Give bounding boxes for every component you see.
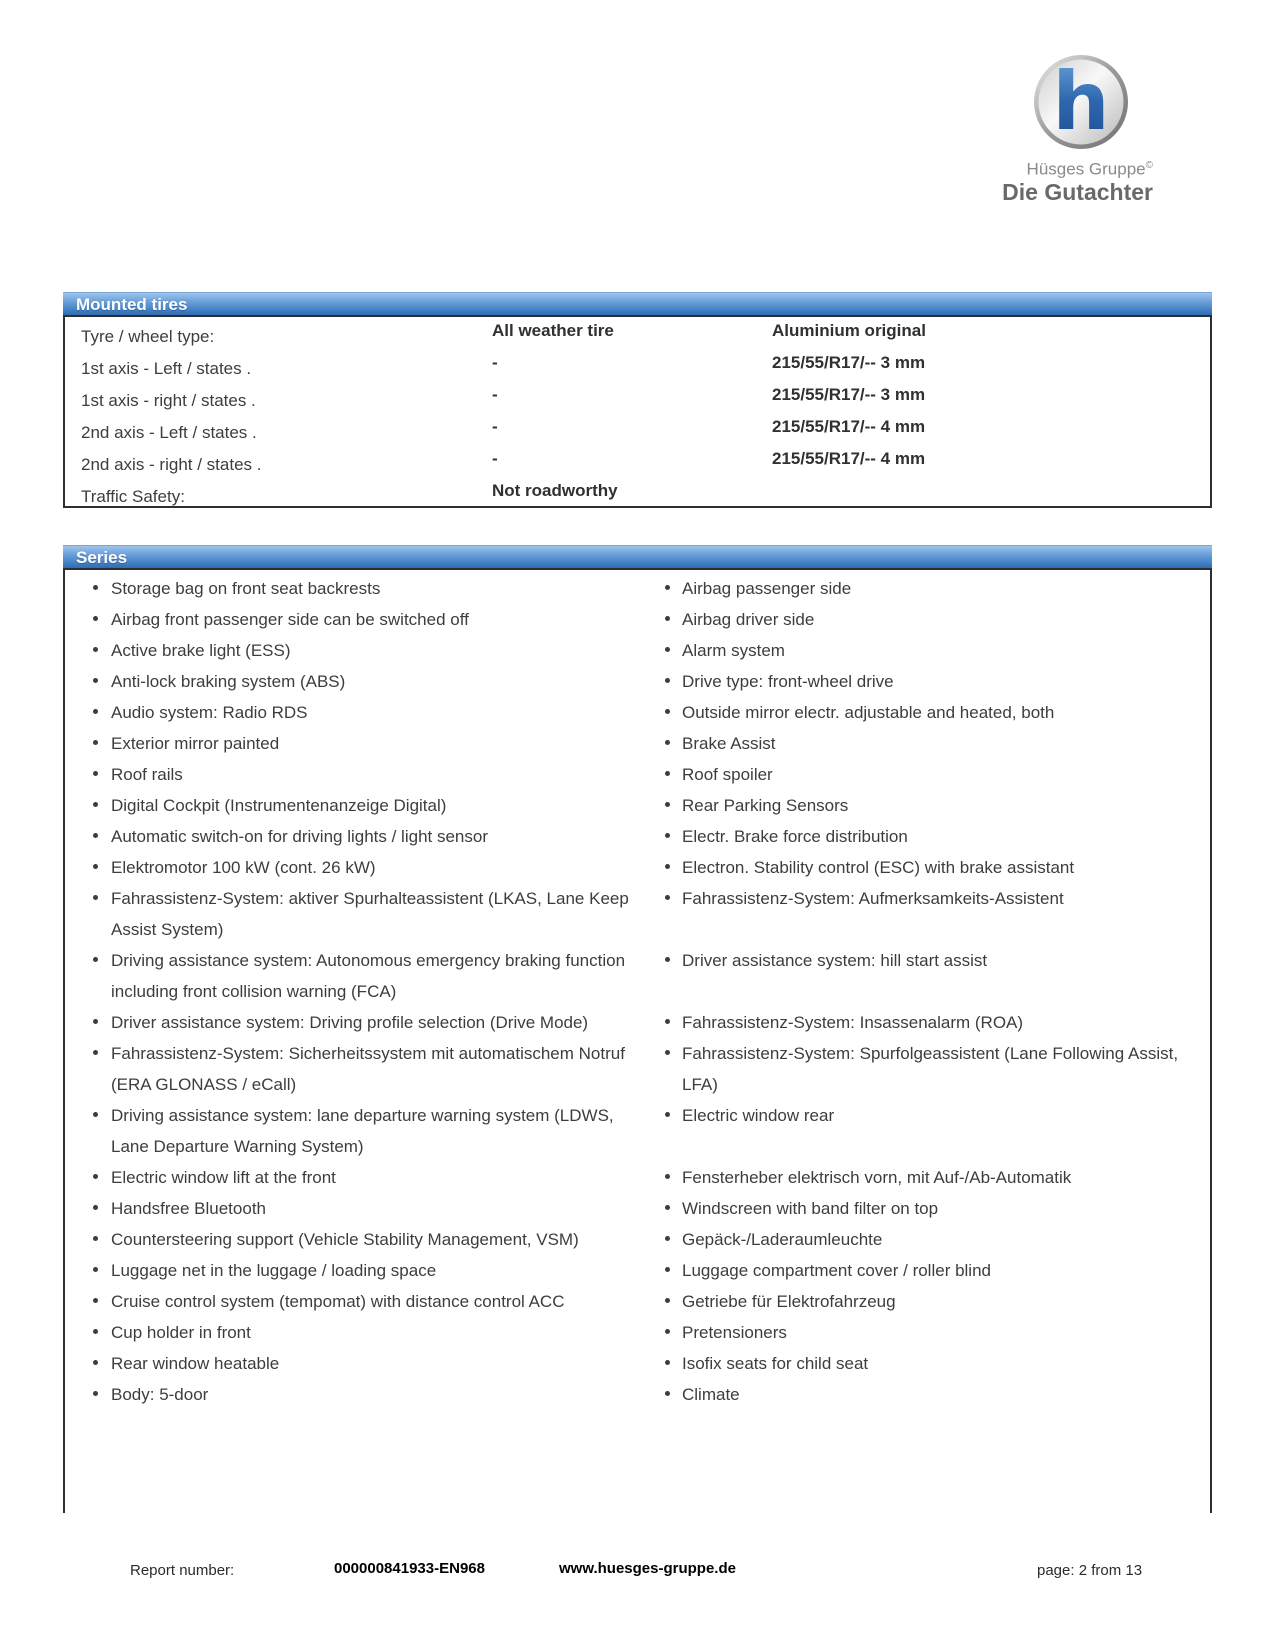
tire-spec-tire-value: Not roadworthy (492, 481, 618, 500)
tire-spec-row (65, 414, 1210, 446)
series-row (65, 666, 1210, 697)
series-item-left: Cruise control system (tempomat) with distance control ACC (65, 1286, 665, 1317)
series-item-right: Drive type: front-wheel drive (665, 666, 1210, 697)
series-section (63, 545, 1212, 1513)
series-row (65, 1379, 1210, 1410)
series-row (65, 1317, 1210, 1348)
series-item-right: Fahrassistenz-System: Insassenalarm (ROA) (665, 1007, 1210, 1038)
series-item-right: Fahrassistenz-System: Spurfolgeassistent (Lane Following Assist, LFA) (665, 1038, 1210, 1100)
series-row (65, 604, 1210, 635)
report-number-label: Report number: (130, 1562, 235, 1579)
series-item-left: Body: 5-door (65, 1379, 665, 1410)
series-row (65, 1162, 1210, 1193)
series-item-right: Fahrassistenz-System: Aufmerksamkeits-Assistent (665, 883, 1210, 914)
series-row (65, 1286, 1210, 1317)
series-item-left: Cup holder in front (65, 1317, 665, 1348)
series-item-left: Handsfree Bluetooth (65, 1193, 665, 1224)
series-item-right: Electric window rear (665, 1100, 1210, 1131)
logo-tagline: Die Gutachter (1002, 178, 1153, 205)
series-row (65, 635, 1210, 666)
series-row (65, 1224, 1210, 1255)
series-row (65, 573, 1210, 604)
mounted-tires-section (63, 292, 1212, 508)
series-item-right: Brake Assist (665, 728, 1210, 759)
series-item-right: Windscreen with band filter on top (665, 1193, 1210, 1224)
series-item-left: Rear window heatable (65, 1348, 665, 1379)
series-item-left: Anti-lock braking system (ABS) (65, 666, 665, 697)
series-item-right: Outside mirror electr. adjustable and heated, both (665, 697, 1210, 728)
tire-spec-wheel-value: 215/55/R17/-- 3 mm (772, 385, 926, 404)
series-item-left: Automatic switch-on for driving lights / light sensor (65, 821, 665, 852)
series-item-right: Luggage compartment cover / roller blind (665, 1255, 1210, 1286)
series-row (65, 945, 1210, 1007)
series-item-right: Airbag passenger side (665, 573, 1210, 604)
series-item-right: Climate (665, 1379, 1210, 1410)
series-item-right: Roof spoiler (665, 759, 1210, 790)
series-item-left: Airbag front passenger side can be switched off (65, 604, 665, 635)
tire-spec-tire-value: - (492, 449, 498, 468)
tire-spec-wheel-value (772, 478, 1210, 510)
page-footer (0, 1560, 1275, 1590)
series-item-left: Elektromotor 100 kW (cont. 26 kW) (65, 852, 665, 883)
tire-spec-row (65, 382, 1210, 414)
series-row (65, 1255, 1210, 1286)
tires-table-body (63, 315, 1212, 508)
mounted-tires-header-bar (63, 292, 1212, 315)
series-item-right: Fensterheber elektrisch vorn, mit Auf-/Ab-Automatik (665, 1162, 1210, 1193)
series-row (65, 821, 1210, 852)
logo-company-text: Hüsges Gruppe (1026, 159, 1146, 179)
series-item-left: Luggage net in the luggage / loading space (65, 1255, 665, 1286)
tire-spec-wheel-value: 215/55/R17/-- 3 mm (772, 353, 926, 372)
series-item-left: Electric window lift at the front (65, 1162, 665, 1193)
series-item-left: Audio system: Radio RDS (65, 697, 665, 728)
tire-spec-label: Tyre / wheel type: (81, 327, 215, 346)
tire-spec-row (65, 446, 1210, 478)
company-logo (1001, 54, 1153, 205)
tire-spec-tire-value: - (492, 385, 498, 404)
series-item-right: Alarm system (665, 635, 1210, 666)
series-header-bar (63, 545, 1212, 568)
tire-spec-wheel-value: 215/55/R17/-- 4 mm (772, 417, 926, 436)
tire-spec-label: Traffic Safety: (81, 487, 185, 506)
logo-company-name (1001, 156, 1153, 179)
series-item-right: Driver assistance system: hill start assist (665, 945, 1210, 976)
tire-spec-wheel-value: 215/55/R17/-- 4 mm (772, 449, 926, 468)
series-row (65, 759, 1210, 790)
logo-trademark: © (1145, 160, 1153, 171)
series-row (65, 883, 1210, 945)
series-item-right: Pretensioners (665, 1317, 1210, 1348)
series-item-right: Airbag driver side (665, 604, 1210, 635)
series-item-left: Storage bag on front seat backrests (65, 573, 665, 604)
series-row (65, 852, 1210, 883)
series-row (65, 790, 1210, 821)
series-item-right: Isofix seats for child seat (665, 1348, 1210, 1379)
series-item-left: Digital Cockpit (Instrumentenanzeige Digital) (65, 790, 665, 821)
footer-page-indicator: page: 2 from 13 (1037, 1562, 1143, 1579)
mounted-tires-title: Mounted tires (76, 295, 188, 314)
series-row (65, 728, 1210, 759)
series-item-right: Electr. Brake force distribution (665, 821, 1210, 852)
series-item-left: Exterior mirror painted (65, 728, 665, 759)
tire-spec-tire-value: All weather tire (492, 321, 614, 340)
tire-spec-row (65, 478, 1210, 510)
tire-spec-row (65, 350, 1210, 382)
tire-spec-label: 1st axis - Left / states . (81, 359, 252, 378)
logo-letter-h: h (1052, 55, 1110, 148)
tire-spec-tire-value: - (492, 417, 498, 436)
series-row (65, 1100, 1210, 1162)
tire-spec-label: 1st axis - right / states . (81, 391, 256, 410)
logo-h-icon (1033, 54, 1129, 150)
tire-spec-row (65, 318, 1210, 350)
series-item-left: Roof rails (65, 759, 665, 790)
series-item-left: Fahrassistenz-System: aktiver Spurhalteassistent (LKAS, Lane Keep Assist System) (65, 883, 665, 945)
tire-spec-label: 2nd axis - Left / states . (81, 423, 257, 442)
tire-spec-wheel-value: Aluminium original (772, 321, 926, 340)
series-row (65, 1348, 1210, 1379)
series-item-right: Getriebe für Elektrofahrzeug (665, 1286, 1210, 1317)
series-row (65, 1007, 1210, 1038)
series-item-right: Rear Parking Sensors (665, 790, 1210, 821)
series-title: Series (76, 548, 128, 567)
tire-spec-tire-value: - (492, 353, 498, 372)
series-row (65, 697, 1210, 728)
tire-spec-label: 2nd axis - right / states . (81, 455, 262, 474)
series-item-right: Electron. Stability control (ESC) with brake assistant (665, 852, 1210, 883)
series-item-left: Active brake light (ESS) (65, 635, 665, 666)
series-item-right: Gepäck-/Laderaumleuchte (665, 1224, 1210, 1255)
report-number-value: 000000841933-EN968 (334, 1560, 485, 1577)
series-item-left: Fahrassistenz-System: Sicherheitssystem mit automatischem Notruf (ERA GLONASS / eCall) (65, 1038, 665, 1100)
series-item-left: Driving assistance system: lane departure warning system (LDWS, Lane Departure Warning System) (65, 1100, 665, 1162)
series-item-left: Driving assistance system: Autonomous emergency braking function including front collision warning (FCA) (65, 945, 665, 1007)
series-item-left: Driver assistance system: Driving profile selection (Drive Mode) (65, 1007, 665, 1038)
series-list-body (63, 568, 1212, 1513)
footer-website: www.huesges-gruppe.de (559, 1560, 736, 1577)
series-row (65, 1193, 1210, 1224)
series-row (65, 1038, 1210, 1100)
series-item-left: Countersteering support (Vehicle Stability Management, VSM) (65, 1224, 665, 1255)
